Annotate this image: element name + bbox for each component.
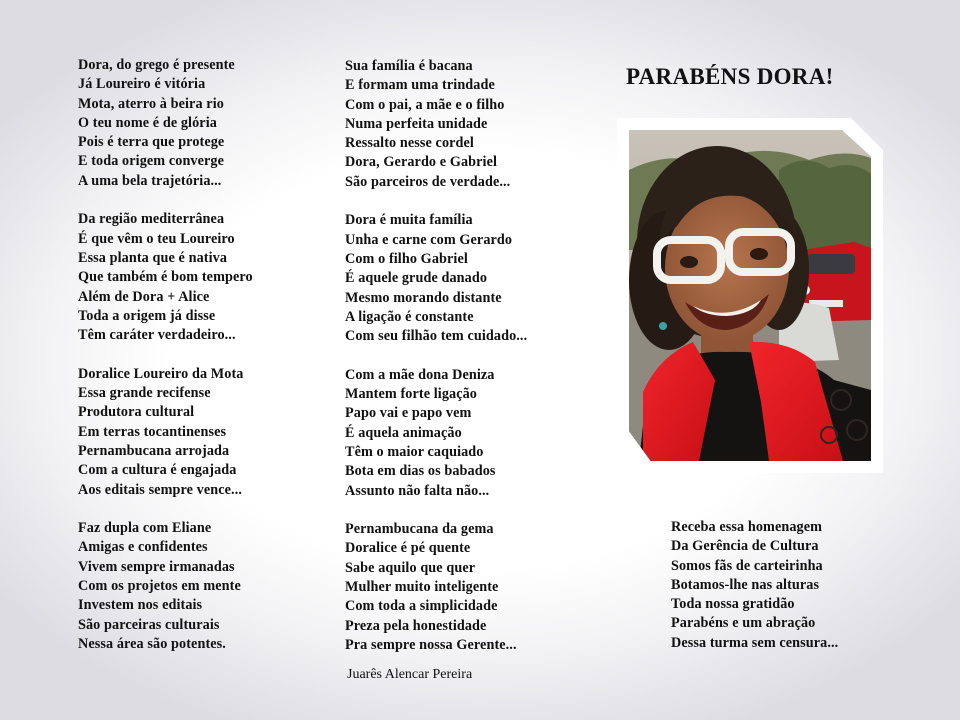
poem-stanza (345, 57, 527, 192)
poem-line: Com o pai, a mãe e o filho (345, 96, 505, 113)
author-signature: Juarês Alencar Pereira (347, 667, 473, 682)
poem-line: Receba essa homenagem (671, 519, 823, 535)
poem-line: São parceiros de verdade... (345, 173, 511, 190)
poem-stanza (345, 366, 527, 501)
poem-line: E formam uma trindade (345, 77, 495, 94)
poem-line: Aos editais sempre vence... (78, 481, 242, 498)
poem-line: Mota, aterro à beira rio (78, 95, 224, 112)
poem-line: A uma bela trajetória... (78, 172, 222, 189)
poem-line: Bota em dias os babados (345, 463, 496, 480)
poem-line: Com toda a simplicidade (345, 598, 498, 615)
poem-line: Toda a origem já disse (78, 307, 216, 324)
poem-line: Com os projetos em mente (78, 578, 241, 595)
poem-stanza (345, 520, 527, 655)
poem-line: Dora, Gerardo e Gabriel (345, 154, 498, 171)
poem-line: Com seu filhão tem cuidado... (345, 328, 528, 345)
poem-stanza (78, 210, 253, 345)
poem-line: Pernambucana da gema (345, 521, 494, 538)
poem-line: Com a mãe dona Deniza (345, 366, 495, 383)
poem-line: Amigas e confidentes (78, 539, 208, 556)
earring (659, 322, 667, 330)
photo-frame (617, 118, 883, 473)
poem-line: Dora é muita família (345, 212, 473, 229)
poem-line: Toda nossa gratidão (671, 596, 795, 613)
poem-stanza (78, 365, 253, 500)
poem-line: Investem nos editais (78, 597, 203, 614)
poem-line: Com a cultura é engajada (78, 462, 237, 479)
poem-line: Dora, do grego é presente (78, 57, 235, 73)
poem-line: Pra sempre nossa Gerente... (345, 636, 517, 653)
poem-line: E toda origem converge (78, 153, 225, 170)
poem-line: Têm caráter verdadeiro... (78, 327, 236, 344)
poem-line: O teu nome é de glória (78, 114, 217, 131)
poem-column-2 (345, 57, 527, 655)
poem-line: Essa planta que é nativa (78, 249, 228, 266)
poem-line: Mantem forte ligação (345, 386, 478, 403)
poem-line: Além de Dora + Alice (78, 288, 210, 305)
poem-column-1 (78, 56, 253, 654)
poem-line: Somos fãs de carteirinha (671, 557, 823, 574)
poem-stanza (78, 519, 253, 654)
poem-line: Doralice Loureiro da Mota (78, 365, 244, 382)
poem-column-3 (671, 518, 838, 653)
poem-line: Da Gerência de Cultura (671, 538, 819, 555)
poem-stanza (671, 518, 838, 653)
poem-line: Faz dupla com Eliane (78, 520, 212, 537)
poem-line: Sabe aquilo que quer (345, 559, 476, 576)
poem-line: Da região mediterrânea (78, 211, 225, 228)
poem-line: Que também é bom tempero (78, 269, 253, 286)
poem-line: Vivem sempre irmanadas (78, 558, 235, 575)
poem-line: É aquela animação (345, 424, 462, 441)
poem-line: Parabéns e um abração (671, 615, 816, 632)
poem-line: Numa perfeita unidade (345, 115, 488, 132)
poem-line: Doralice é pé quente (345, 540, 471, 557)
poem-line: São parceiras culturais (78, 616, 220, 633)
poem-line: Já Loureiro é vitória (78, 76, 206, 93)
poem-line: Com o filho Gabriel (345, 250, 468, 267)
poem-line: Papo vai e papo vem (345, 405, 472, 422)
poem-line: Assunto não falta não... (345, 482, 490, 499)
poem-line: Mulher muito inteligente (345, 579, 499, 596)
poem-line: Sua família é bacana (345, 58, 473, 74)
portrait-photo (629, 130, 871, 461)
poem-line: Nessa área são potentes. (78, 635, 226, 652)
poem-line: Essa grande recifense (78, 385, 211, 402)
poem-line: Unha e carne com Gerardo (345, 231, 513, 248)
poem-line: Produtora cultural (78, 404, 195, 421)
poem-line: Mesmo morando distante (345, 289, 502, 306)
page-title: PARABÉNS DORA! (626, 64, 834, 89)
poem-line: Ressalto nesse cordel (345, 135, 474, 152)
poem-stanza (345, 211, 527, 346)
poem-line: Pois é terra que protege (78, 134, 225, 151)
poem-line: A ligação é constante (345, 308, 474, 325)
poem-line: Botamos-lhe nas alturas (671, 576, 820, 593)
poem-line: É aquele grude danado (345, 270, 488, 287)
poem-line: Dessa turma sem censura... (671, 634, 839, 651)
poem-line: Pernambucana arrojada (78, 442, 230, 459)
poem-line: Preza pela honestidade (345, 617, 487, 634)
poem-line: Têm o maior caquiado (345, 443, 484, 460)
poem-stanza (78, 56, 253, 191)
poem-line: Em terras tocantinenses (78, 423, 227, 440)
poem-line: É que vêm o teu Loureiro (78, 230, 235, 247)
